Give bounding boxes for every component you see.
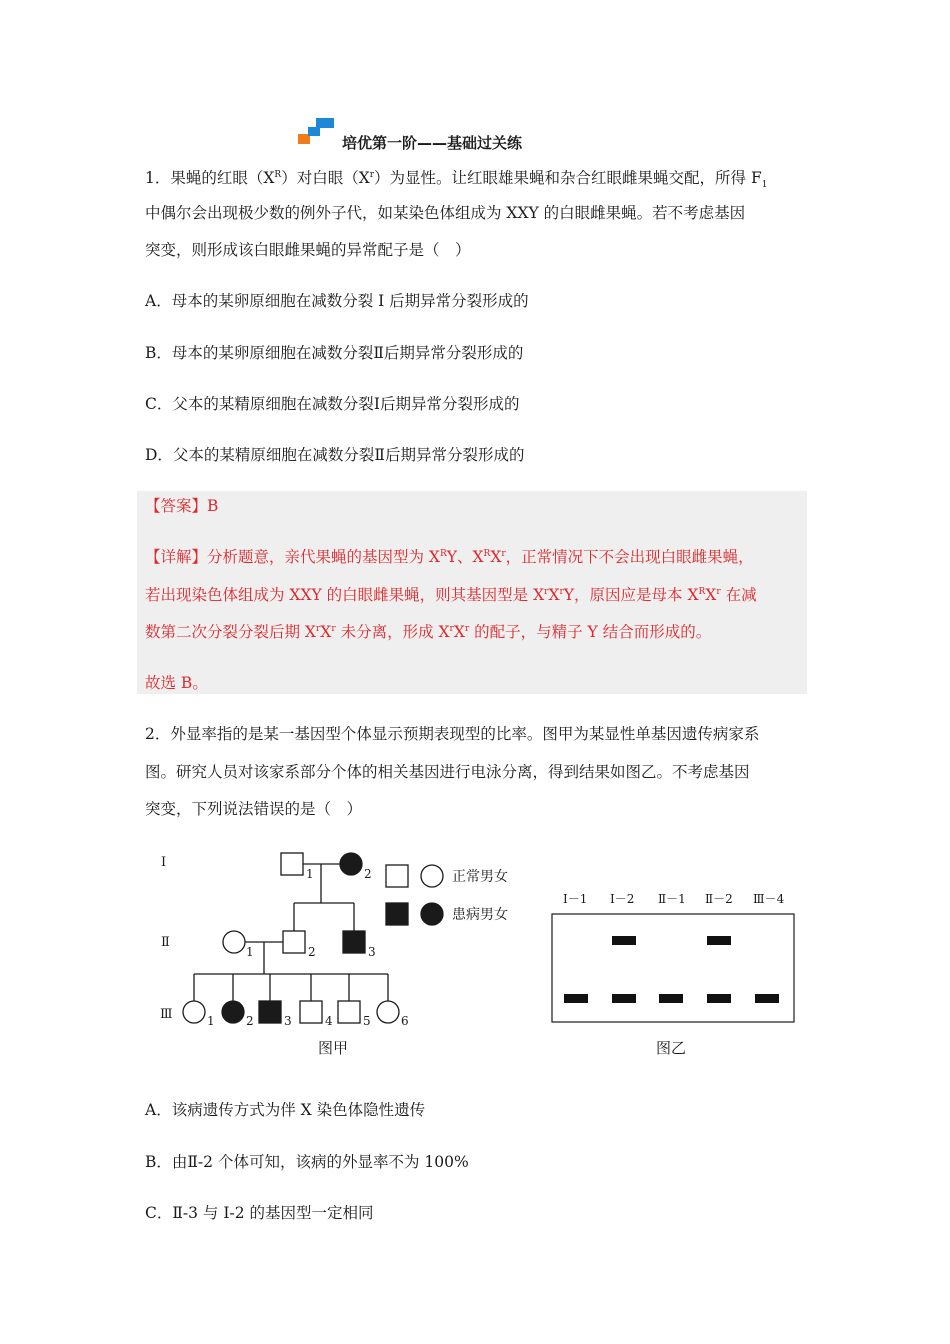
pedigree-labels — [160, 855, 508, 1057]
q2-option-b: B．由Ⅱ-2 个体可知，该病的外显率不为 100% — [145, 1153, 469, 1171]
q2-stem-line-2: 图。研究人员对该家系部分个体的相关基因进行电泳分离，得到结果如图乙。不考虑基因 — [145, 763, 750, 781]
pedigree-III-1 — [183, 1001, 205, 1023]
label-III-5: 5 — [363, 1014, 371, 1028]
band-I1-lower — [564, 994, 588, 1003]
legend-affected-male — [386, 903, 408, 925]
band-II2-upper — [707, 936, 731, 945]
q1-conclusion: 故选 B。 — [145, 674, 208, 692]
figure-b-caption: 图乙 — [656, 1039, 687, 1057]
gen-label-III: Ⅲ — [160, 1007, 173, 1022]
lane-label-3: Ⅱ－1 — [658, 892, 686, 906]
electrophoresis-figure — [552, 892, 794, 1057]
legend-affected-label: 患病男女 — [452, 907, 508, 923]
pedigree-II-3 — [343, 931, 365, 953]
label-III-6: 6 — [401, 1014, 409, 1028]
band-I2-lower — [612, 994, 636, 1003]
label-I-2: 2 — [364, 867, 372, 881]
label-II-1: 1 — [246, 945, 254, 959]
figure-a-caption: 图甲 — [318, 1039, 349, 1057]
band-II1-lower — [659, 994, 683, 1003]
band-I2-upper — [612, 936, 636, 945]
label-III-1: 1 — [207, 1014, 215, 1028]
q1-option-c: C．父本的某精原细胞在减数分裂Ⅰ后期异常分裂形成的 — [145, 395, 520, 413]
q1-explain-line-2: 若出现染色体组成为 XXY 的白眼雌果蝇，则其基因型是 $X^rX^rY$，原因应是母本 $X^RX^r$ 在减 — [145, 586, 757, 604]
lane-label-2: Ⅰ－2 — [610, 892, 635, 906]
pedigree-III-5 — [338, 1001, 360, 1023]
q1-stem-line-1: 1．果蝇的红眼$(X^R)$对白眼$(X^r)$为显性。让红眼雄果蝇和杂合红眼雌果蝇交配，所得 $F_1$ — [145, 169, 768, 191]
label-III-3: 3 — [284, 1014, 292, 1028]
pedigree-I-1 — [281, 853, 303, 875]
gen-label-I: Ⅰ — [161, 855, 167, 870]
pedigree-III-4 — [300, 1001, 322, 1023]
pedigree-I-2 — [340, 853, 362, 875]
lane-label-4: Ⅱ－2 — [705, 892, 733, 906]
legend-normal-male — [386, 865, 408, 887]
legend-affected-female — [421, 903, 443, 925]
gen-label-II: Ⅱ — [161, 935, 170, 950]
q2-stem-line-1: 2．外显率指的是某一基因型个体显示预期表现型的比率。图甲为某显性单基因遗传病家系 — [145, 725, 760, 743]
lane-label-5: Ⅲ－4 — [753, 892, 785, 906]
q1-explain-line-3: 数第二次分裂分裂后期 $X^rX^r$ 未分离，形成 $X^rX^r$ 的配子，与精子 Y 结合而形成的。 — [145, 623, 712, 641]
label-III-2: 2 — [246, 1014, 254, 1028]
q1-option-d: D．父本的某精原细胞在减数分裂Ⅱ后期异常分裂形成的 — [145, 446, 525, 464]
q1-answer: 【答案】B — [145, 497, 219, 515]
label-II-2: 2 — [308, 945, 316, 959]
band-III4-lower — [755, 994, 779, 1003]
q1-stem-line-3: 突变，则形成该白眼雌果蝇的异常配子是（ ） — [145, 241, 471, 259]
pedigree-III-6 — [377, 1001, 399, 1023]
q2-option-a: A．该病遗传方式为伴 X 染色体隐性遗传 — [145, 1101, 426, 1119]
lane-label-1: Ⅰ－1 — [563, 892, 588, 906]
label-II-3: 3 — [368, 945, 376, 959]
label-I-1: 1 — [306, 867, 314, 881]
q1-stem-line-2: 中偶尔会出现极少数的例外子代，如某染色体组成为 XXY 的白眼雌果蝇。若不考虑基因 — [145, 204, 746, 222]
legend-normal-label: 正常男女 — [452, 869, 508, 885]
gel-frame — [552, 914, 794, 1022]
page-title: 培优第一阶——基础过关练 — [342, 134, 523, 152]
q1-option-b: B．母本的某卵原细胞在减数分裂Ⅱ后期异常分裂形成的 — [145, 344, 524, 362]
q1-option-a: A．母本的某卵原细胞在减数分裂 I 后期异常分裂形成的 — [145, 292, 529, 310]
q2-option-c: C．Ⅱ-3 与 I-2 的基因型一定相同 — [145, 1204, 374, 1222]
q2-stem-line-3: 突变，下列说法错误的是（ ） — [145, 800, 363, 818]
pedigree-III-3 — [259, 1001, 281, 1023]
band-II2-lower — [707, 994, 731, 1003]
pedigree-II-2 — [283, 931, 305, 953]
legend-normal-female — [421, 865, 443, 887]
label-III-4: 4 — [325, 1014, 333, 1028]
q1-explain-line-1: 【详解】分析题意，亲代果蝇的基因型为 $X^RY$、$X^RX^r$，正常情况下不会出现白眼雌果蝇， — [145, 548, 754, 566]
pedigree-II-1 — [223, 931, 245, 953]
pedigree-III-2 — [222, 1001, 244, 1023]
